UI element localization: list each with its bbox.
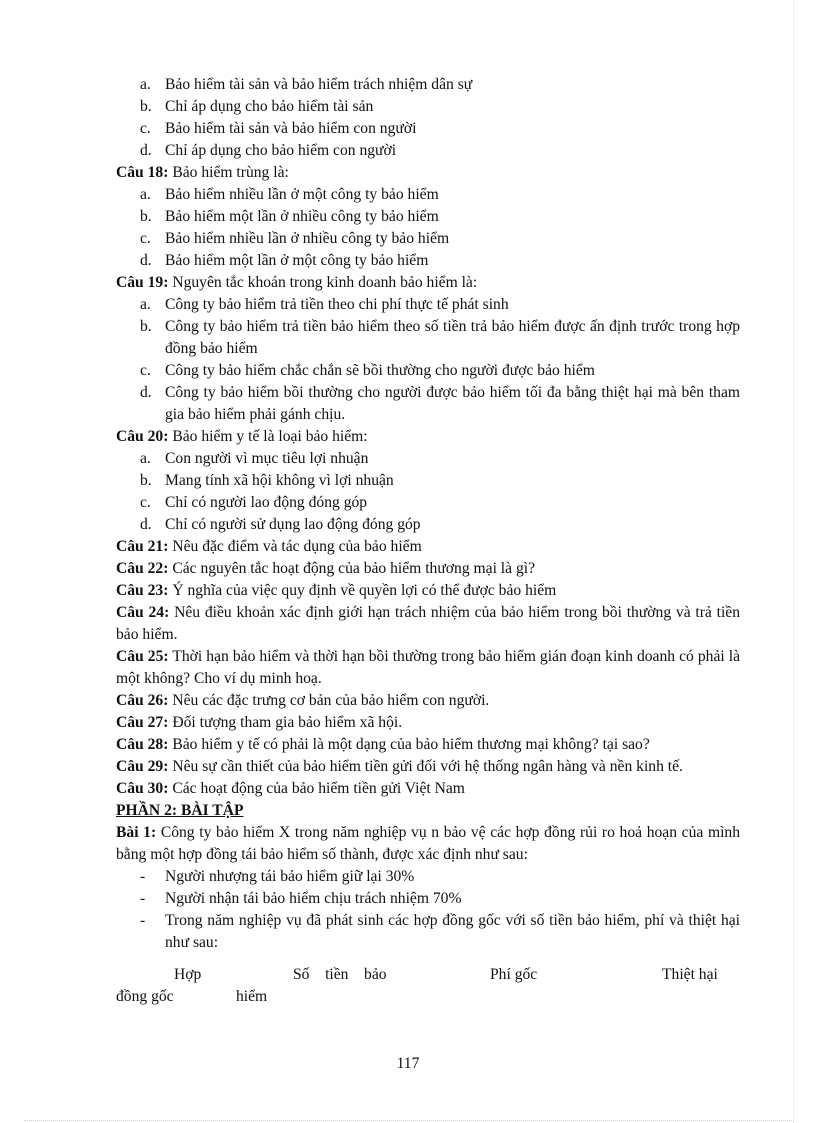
exercise-1: Bài 1: Công ty bảo hiểm X trong năm nghiệp vụ n bảo vệ các hợp đồng rủi ro hoả hoạn của mình bằng một hợp đồng tái bảo hiểm số thành, được xác định như sau: bbox=[116, 824, 740, 863]
section-heading: PHẦN 2: BÀI TẬP bbox=[116, 802, 244, 819]
q20-option-b: b. Mang tính xã hội không vì lợi nhuận bbox=[140, 472, 394, 489]
table-header bbox=[116, 964, 740, 1012]
table-header-loss: Thiệt hại bbox=[662, 966, 718, 983]
q19-option-a: a. Công ty bảo hiểm trả tiền theo chi phí thực tế phát sinh bbox=[140, 296, 509, 313]
question-21: Câu 21: Nêu đặc điểm và tác dụng của bảo hiểm bbox=[116, 538, 422, 555]
q18-option-b: b. Bảo hiểm một lần ở nhiều công ty bảo hiểm bbox=[140, 208, 439, 225]
question-28: Câu 28: Bảo hiểm y tế có phải là một dạng của bảo hiểm thương mại không? tại sao? bbox=[116, 736, 650, 753]
exercise-1-bullet-3: - Trong năm nghiệp vụ đã phát sinh các hợp đồng gốc với số tiền bảo hiểm, phí và thiệt hại như sau: bbox=[140, 912, 740, 951]
exercise-1-bullet-1: - Người nhượng tái bảo hiểm giữ lại 30% bbox=[140, 868, 415, 885]
question-29: Câu 29: Nêu sự cần thiết của bảo hiểm tiền gửi đối với hệ thống ngân hàng và nền kinh tế. bbox=[116, 758, 683, 775]
question-20: Câu 20: Bảo hiểm y tế là loại bảo hiểm: bbox=[116, 428, 368, 445]
question-22: Câu 22: Các nguyên tắc hoạt động của bảo hiểm thương mại là gì? bbox=[116, 560, 536, 577]
q18-option-a: a. Bảo hiểm nhiều lần ở một công ty bảo hiểm bbox=[140, 186, 439, 203]
margin-guide bbox=[793, 0, 794, 1123]
option-a: a. Bảo hiểm tài sản và bảo hiểm trách nhiệm dân sự bbox=[140, 76, 473, 93]
q19-option-b: b. Công ty bảo hiểm trả tiền bảo hiểm theo số tiền trả bảo hiểm được ấn định trước trong hợp đồng bảo hiểm bbox=[140, 318, 740, 357]
question-30: Câu 30: Các hoạt động của bảo hiểm tiền gửi Việt Nam bbox=[116, 780, 465, 797]
q18-option-d: d. Bảo hiểm một lần ở một công ty bảo hiểm bbox=[140, 252, 429, 269]
table-header-sum-insured-2: hiểm bbox=[236, 988, 268, 1005]
question-25: Câu 25: Thời hạn bảo hiểm và thời hạn bồi thường trong bảo hiểm gián đoạn kinh doanh có phải là một không? Cho ví dụ minh hoạ. bbox=[116, 648, 741, 687]
option-b: b. Chỉ áp dụng cho bảo hiểm tài sản bbox=[140, 98, 374, 115]
q19-option-d: d. Công ty bảo hiểm bồi thường cho người được bảo hiểm tối đa bằng thiệt hại mà bên tham gia bảo hiểm phải gánh chịu. bbox=[140, 384, 740, 423]
question-24: Câu 24: Nêu điều khoản xác định giới hạn trách nhiệm của bảo hiểm trong bồi thường và trả tiền bảo hiểm. bbox=[116, 604, 740, 643]
exercise-1-bullet-2: - Người nhận tái bảo hiểm chịu trách nhiệm 70% bbox=[140, 890, 462, 907]
question-19: Câu 19: Nguyên tắc khoán trong kinh doanh bảo hiểm là: bbox=[116, 274, 478, 291]
prev-question-options bbox=[116, 74, 740, 162]
q20-option-a: a. Con người vì mục tiêu lợi nhuận bbox=[140, 450, 369, 467]
table-header-premium: Phí gốc bbox=[490, 966, 538, 983]
question-18: Câu 18: Bảo hiểm trùng là: bbox=[116, 164, 289, 181]
q19-option-c: c. Công ty bảo hiểm chắc chắn sẽ bồi thường cho người được bảo hiểm bbox=[140, 362, 595, 379]
q18-option-c: c. Bảo hiểm nhiều lần ở nhiều công ty bảo hiểm bbox=[140, 230, 450, 247]
table-header-contract-2: đồng gốc bbox=[116, 988, 174, 1005]
document-body bbox=[116, 74, 740, 1012]
table-header-contract: Hợp bbox=[174, 966, 202, 983]
question-26: Câu 26: Nêu các đặc trưng cơ bản của bảo hiểm con người. bbox=[116, 692, 490, 709]
option-d: d. Chỉ áp dụng cho bảo hiểm con người bbox=[140, 142, 397, 159]
table-header-sum-insured: Số tiền bảo bbox=[293, 966, 387, 983]
option-c: c. Bảo hiểm tài sản và bảo hiểm con người bbox=[140, 120, 417, 137]
q20-option-d: d. Chỉ có người sử dụng lao động đóng góp bbox=[140, 516, 421, 533]
question-27: Câu 27: Đối tượng tham gia bảo hiểm xã hội. bbox=[116, 714, 403, 731]
q20-option-c: c. Chỉ có người lao động đóng góp bbox=[140, 494, 368, 511]
footer-divider bbox=[24, 1120, 792, 1121]
question-23: Câu 23: Ý nghĩa của việc quy định về quyền lợi có thể được bảo hiểm bbox=[116, 582, 557, 599]
page-number: 117 bbox=[396, 1055, 420, 1072]
